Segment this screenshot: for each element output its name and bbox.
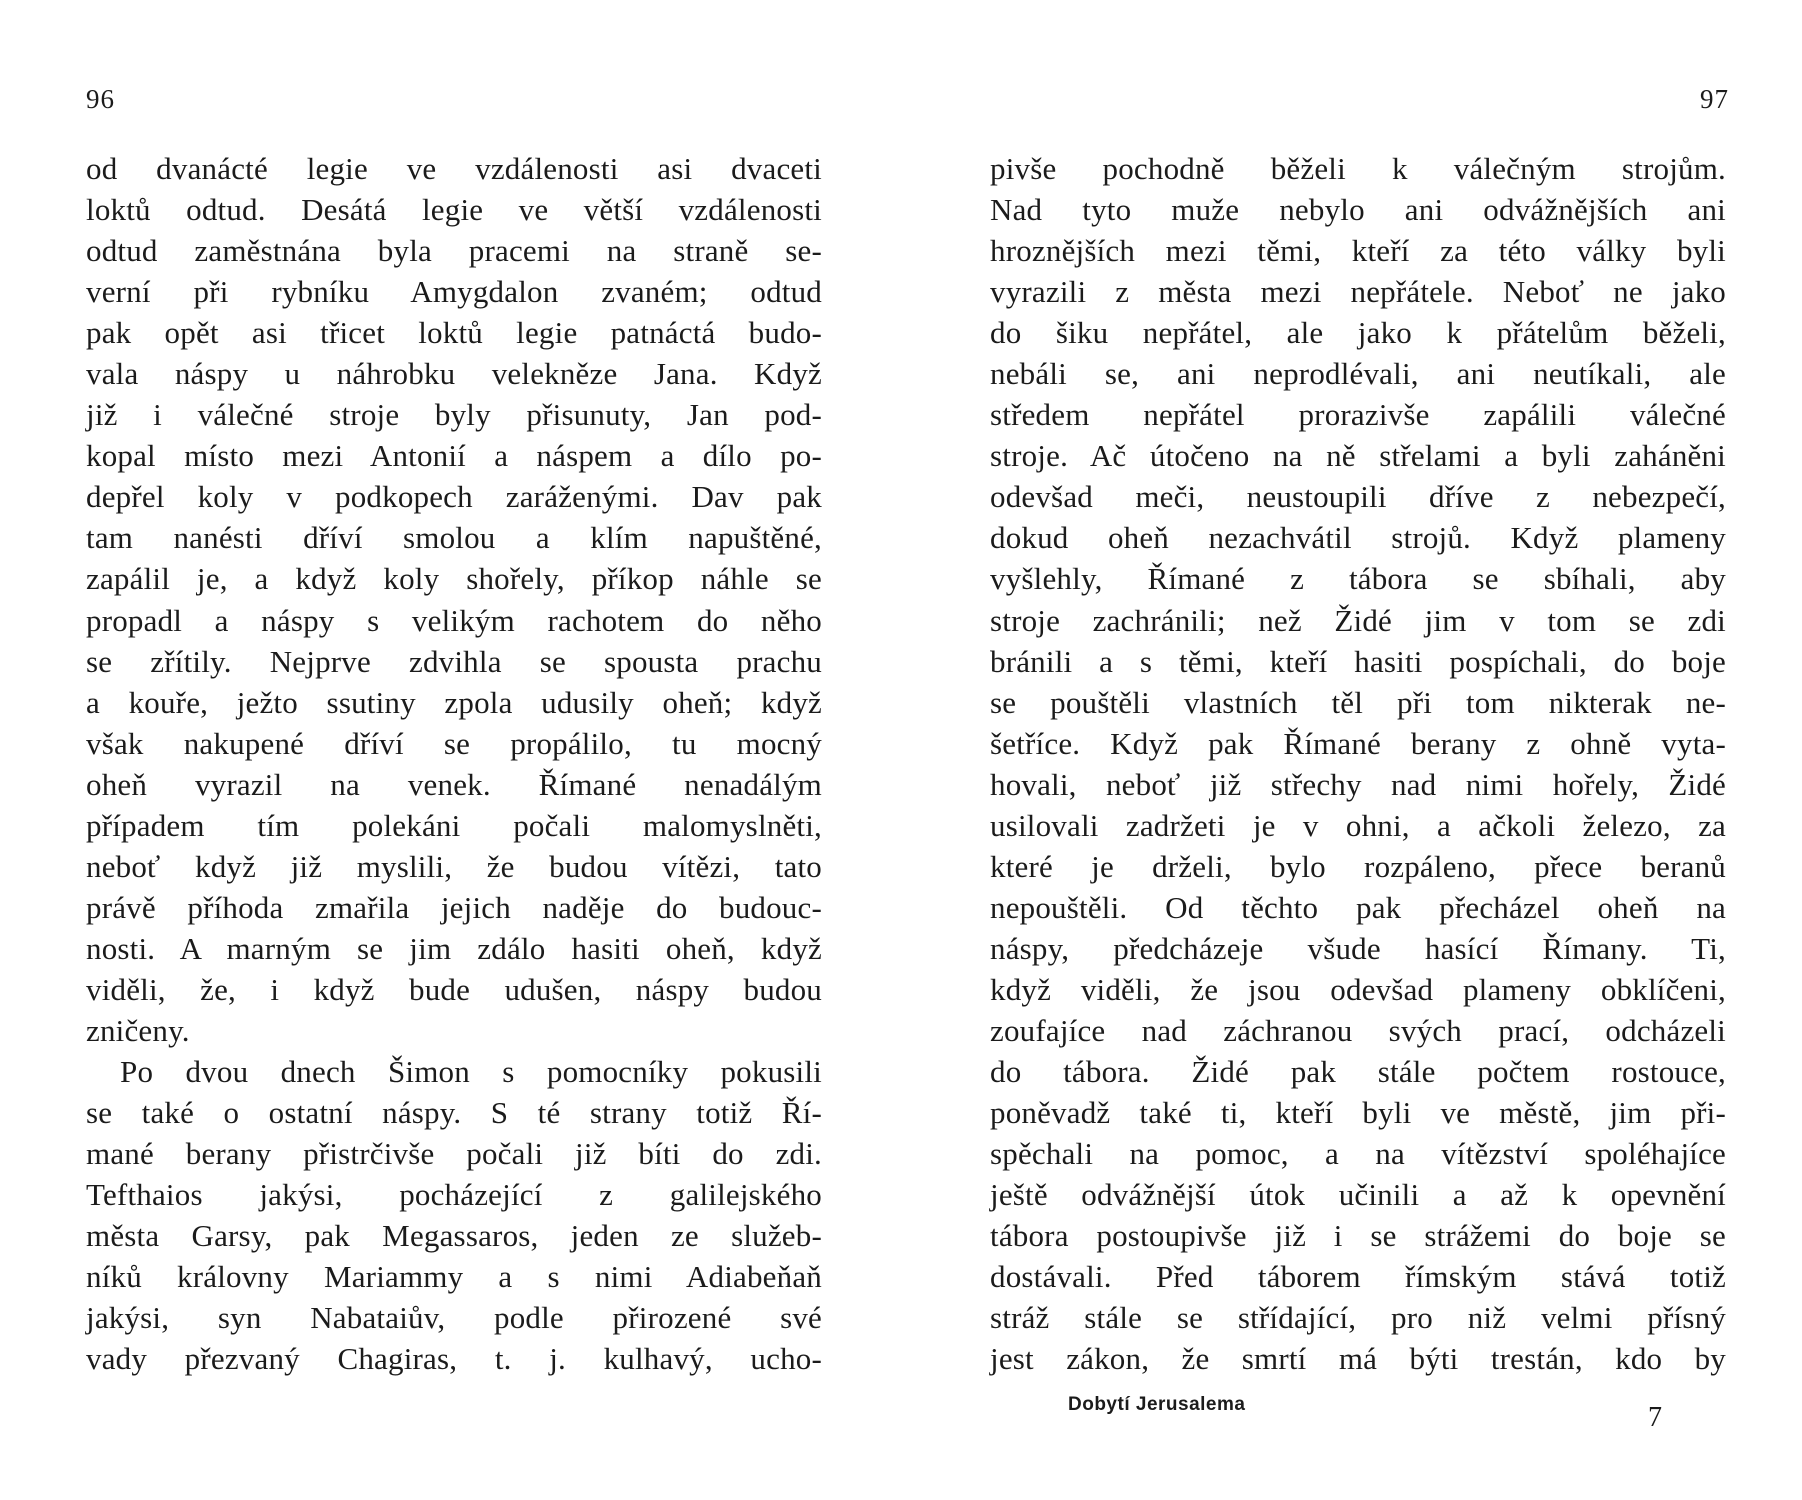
text-line: viděli, že, i když bude udušen, náspy budou (86, 971, 822, 1007)
text-line: vyšlehly, Římané z tábora se sbíhali, aby (990, 561, 1726, 597)
text-line: právě příhoda zmařila jejich naděje do budouc- (86, 889, 822, 925)
text-line: a kouře, ježto ssutiny zpola udusily oheň; když (86, 684, 822, 720)
text-line: bránili a s těmi, kteří hasiti pospíchali, do boje (990, 643, 1726, 679)
text-line: od dvanácté legie ve vzdálenosti asi dvaceti (86, 151, 822, 186)
text-line: pivše pochodně běželi k válečným strojům. (990, 151, 1726, 186)
text-line: odtud zaměstnána byla pracemi na straně se- (86, 233, 822, 269)
body-text (990, 148, 1726, 1379)
text-line: dostávali. Před táborem římským stává totiž (990, 1259, 1726, 1295)
page-number: 97 (1700, 84, 1729, 114)
text-line: propadl a náspy s velikým rachotem do něho (86, 602, 822, 638)
text-line: stroje. Ač útočeno na ně střelami a byli zaháněni (990, 438, 1726, 474)
text-line: vyrazili z města mezi nepřátele. Neboť ne jako (990, 274, 1726, 310)
text-line: odevšad meči, neustoupili dříve z nebezpečí, (990, 479, 1726, 515)
text-line: které je drželi, bylo rozpáleno, přece beranů (990, 848, 1726, 884)
text-line: když viděli, že jsou odevšad plameny obklíčeni, (990, 971, 1726, 1007)
text-line: poněvadž také ti, kteří byli ve městě, jim při- (990, 1095, 1726, 1131)
text-line: níků královny Mariammy a s nimi Adiabeňaň (86, 1259, 822, 1295)
text-line: do šiku nepřátel, ale jako k přátelům běželi, (990, 315, 1726, 351)
text-line: jest zákon, že smrtí má býti trestán, kdo by (990, 1341, 1726, 1377)
text-line: vady přezvaný Chagiras, t. j. kulhavý, ucho- (86, 1341, 822, 1377)
text-line: tam nanésti dříví smolou a klím napuštěné, (86, 520, 822, 556)
text-line: neboť když již myslili, že budou vítězi, tato (86, 848, 822, 884)
text-line: již i válečné stroje byly přisunuty, Jan pod- (86, 397, 822, 433)
text-line: nebáli se, ani neprodlévali, ani neutíkali, ale (990, 356, 1726, 392)
text-line: nepouštěli. Od těchto pak přecházel oheň na (990, 889, 1726, 925)
page-number: 96 (86, 84, 115, 114)
text-line: dokud oheň nezachvátil strojů. Když plameny (990, 520, 1726, 556)
text-line: se pouštěli vlastních těl při tom nikterak ne- (990, 684, 1726, 720)
text-line: vala náspy u náhrobku velekněze Jana. Když (86, 356, 822, 392)
text-line: se zřítily. Nejprve zdvihla se spousta prachu (86, 643, 822, 679)
text-line: náspy, předcházeje všude hasící Římany. Ti, (990, 930, 1726, 966)
text-line: mané berany přistrčivše počali již bíti do zdi. (86, 1136, 822, 1172)
text-line: šetříce. Když pak Římané berany z ohně vyta- (990, 725, 1726, 761)
text-line: kopal místo mezi Antonií a náspem a dílo po- (86, 438, 822, 474)
text-line: středem nepřátel prorazivše zapálili válečné (990, 397, 1726, 433)
text-line: Nad tyto muže nebylo ani odvážnějších ani (990, 192, 1726, 228)
paragraph-last-line: zničeny. (86, 1012, 190, 1048)
text-line: stroje zachránili; než Židé jim v tom se zdi (990, 602, 1726, 638)
text-line: do tábora. Židé pak stále počtem rostouce, (990, 1054, 1726, 1090)
text-line: usilovali zadržeti je v ohni, a ačkoli železo, za (990, 807, 1726, 843)
text-line: jakýsi, syn Nabataiův, podle přirozené své (86, 1300, 822, 1336)
text-line: hovali, neboť již střechy nad nimi hořely, Židé (990, 766, 1726, 802)
text-line: spěchali na pomoc, a na vítězství spoléhajíce (990, 1136, 1726, 1172)
body-text (86, 148, 822, 1379)
text-line: zoufajíce nad záchranou svých prací, odcházeli (990, 1012, 1726, 1048)
text-line: tábora postoupivše již i se strážemi do boje se (990, 1218, 1726, 1254)
text-line: verní při rybníku Amygdalon zvaném; odtud (86, 274, 822, 310)
text-line: pak opět asi třicet loktů legie patnáctá budo- (86, 315, 822, 351)
text-line: Tefthaios jakýsi, pocházející z galilejského (86, 1177, 822, 1213)
text-line: ještě odvážnější útok učinili a až k opevnění (990, 1177, 1726, 1213)
left-page (0, 0, 880, 1500)
right-page (880, 0, 1802, 1500)
text-line: se také o ostatní náspy. S té strany totiž Ří- (86, 1095, 822, 1131)
text-line: hroznějších mezi těmi, kteří za této války byli (990, 233, 1726, 269)
text-line: však nakupené dříví se propálilo, tu mocný (86, 725, 822, 761)
text-line: depřel koly v podkopech zaráženými. Dav pak (86, 479, 822, 515)
text-line: stráž stále se střídající, pro niž velmi přísný (990, 1300, 1726, 1336)
text-line: zapálil je, a když koly shořely, příkop náhle se (86, 561, 822, 597)
text-line: nosti. A marným se jim zdálo hasiti oheň, když (86, 930, 822, 966)
text-line: loktů odtud. Desátá legie ve větší vzdálenosti (86, 192, 822, 228)
text-line: případem tím polekáni počali malomyslněti, (86, 807, 822, 843)
text-line: města Garsy, pak Megassaros, jeden ze služeb- (86, 1218, 822, 1254)
signature-mark: 7 (1648, 1402, 1662, 1433)
text-line: oheň vyrazil na venek. Římané nenadálým (86, 766, 822, 802)
paragraph-first-line: Po dvou dnech Šimon s pomocníky pokusili (120, 1054, 822, 1090)
running-footer: Dobytí Jerusalema (1068, 1394, 1246, 1415)
